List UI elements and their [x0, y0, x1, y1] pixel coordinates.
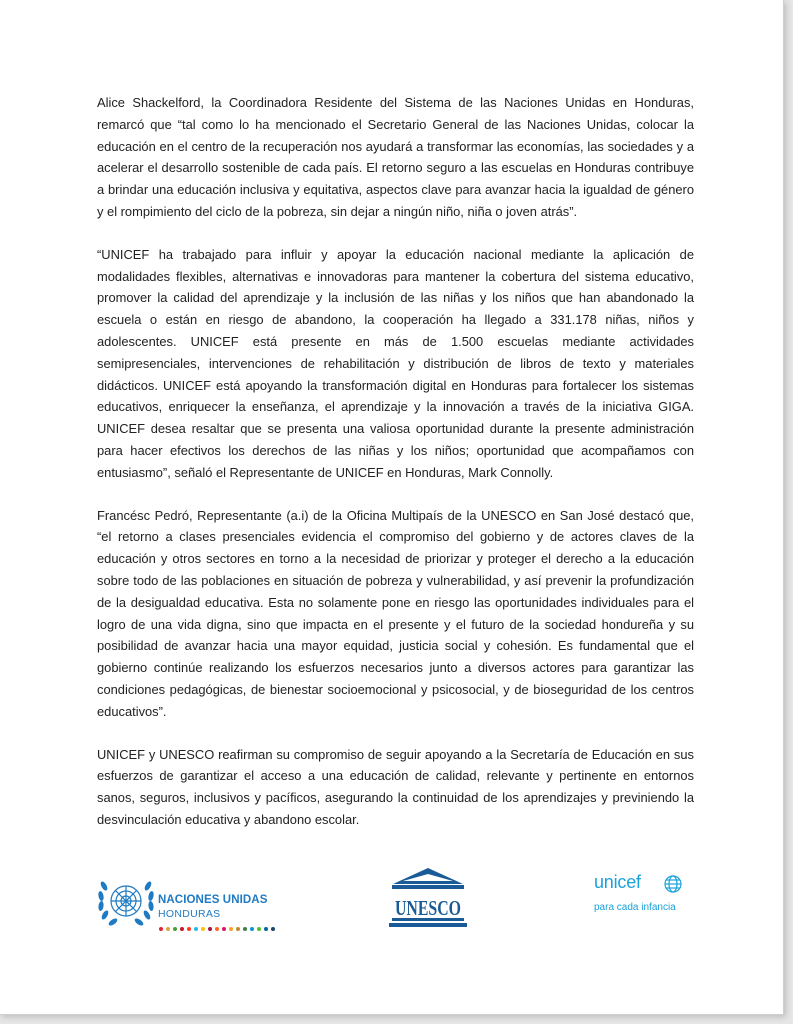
unesco-logo	[387, 866, 469, 930]
paragraph-shackelford: Alice Shackelford, la Coordinadora Residente del Sistema de las Naciones Unidas en Honduras, remarcó que “tal como lo ha mencionado el Secretario General de las Naciones Unidas, colocar la educación en el centro de la recuperación nos ayudará a transformar las economías, las sociedades y a acelerar el desarrollo sostenible de cada país. El retorno seguro a las escuelas en Honduras contribuye a brindar una educación inclusiva y equitativa, aspectos clave para avanzar hacia la igualdad de género y el rompimiento del ciclo de la pobreza, sin dejar a ningún niño, niña o joven atrás”.	[97, 95, 694, 219]
sdg-color-dots	[158, 926, 278, 932]
unicef-wordmark: unicef	[594, 872, 641, 892]
un-name: NACIONES UNIDAS	[158, 894, 268, 906]
sdg-dot	[187, 927, 191, 931]
sdg-dot	[180, 927, 184, 931]
paragraph-commitment: UNICEF y UNESCO reafirman su compromiso de seguir apoyando a la Secretaría de Educación en sus esfuerzos de garantizar el acceso a una educación de calidad, relevante y pertinente en entornos sanos, seguros, inclusivos y pacíficos, asegurando la continuidad de los aprendizajes y previniendo la desvinculación educativa y abandono escolar.	[97, 746, 694, 827]
sdg-dot	[173, 927, 177, 931]
paragraph-unicef: “UNICEF ha trabajado para influir y apoyar la educación nacional mediante la aplicación de modalidades flexibles, alternativas e innovadoras para mantener la cobertura del sistema educativo, promover la calidad del aprendizaje y la inclusión de las niñas y los niños que han abandonado la escuela o están en riesgo de abandono, la cooperación ha llegado a 331.178 niñas, niños y adolescentes. UNICEF está presente en más de 1.500 escuelas mediante actividades semipresenciales, intervenciones de rehabilitación y distribución de libros de texto y materiales didácticos. UNICEF está apoyando la transformación digital en Honduras para fortalecer los sistemas educativos, enriquecer la enseñanza, el aprendizaje y la innovación a través de la iniciativa GIGA. UNICEF desea resaltar que se presenta una valiosa oportunidad durante la presente administración para hacer efectivos los derechos de las niñas y los niños; oportunidad que acompañamos con entusiasmo”, señaló el Representante de UNICEF en Honduras, Mark Connolly.	[97, 246, 694, 480]
un-country: HONDURAS	[158, 908, 221, 920]
sdg-dot	[271, 927, 275, 931]
sdg-dot	[166, 927, 170, 931]
sdg-dot	[194, 927, 198, 931]
footer-logos	[0, 860, 783, 940]
sdg-dot	[222, 927, 226, 931]
sdg-dot	[243, 927, 247, 931]
sdg-dot	[229, 927, 233, 931]
sdg-dot	[208, 927, 212, 931]
sdg-dot	[201, 927, 205, 931]
un-honduras-logo	[96, 876, 296, 936]
unicef-globe-icon	[663, 874, 683, 894]
unicef-logo	[594, 872, 694, 922]
sdg-dot	[215, 927, 219, 931]
unicef-tagline: para cada infancia	[594, 902, 676, 913]
sdg-dot	[250, 927, 254, 931]
sdg-dot	[236, 927, 240, 931]
sdg-dot	[264, 927, 268, 931]
un-emblem-icon	[96, 876, 156, 928]
sdg-dot	[257, 927, 261, 931]
paragraph-unesco: Francésc Pedró, Representante (a.i) de la Oficina Multipaís de la UNESCO en San José destacó que, “el retorno a clases presenciales evidencia el compromiso del gobierno y de actores claves de la educación y otros sectores en torno a la necesidad de priorizar y proteger el derecho a la educación sobre todo de las poblaciones en situación de pobreza y vulnerabilidad, y así prevenir la profundización de la desigualdad educativa. Esta no solamente pone en riesgo las oportunidades individuales para el logro de una vida digna, sino que impacta en el presente y el futuro de la sociedad hondureña y su posibilidad de avanzar hacia una mayor equidad, justicia social y cohesión. Es fundamental que el gobierno continúe realizando los esfuerzos necesarios junto a diversos actores para garantizar las condiciones pedagógicas, de bienestar socioemocional y psicosocial, y de bioseguridad de los centros educativos”.	[97, 507, 694, 719]
unesco-text: UNESCO	[395, 896, 461, 920]
sdg-dot	[159, 927, 163, 931]
document-body	[97, 92, 694, 831]
